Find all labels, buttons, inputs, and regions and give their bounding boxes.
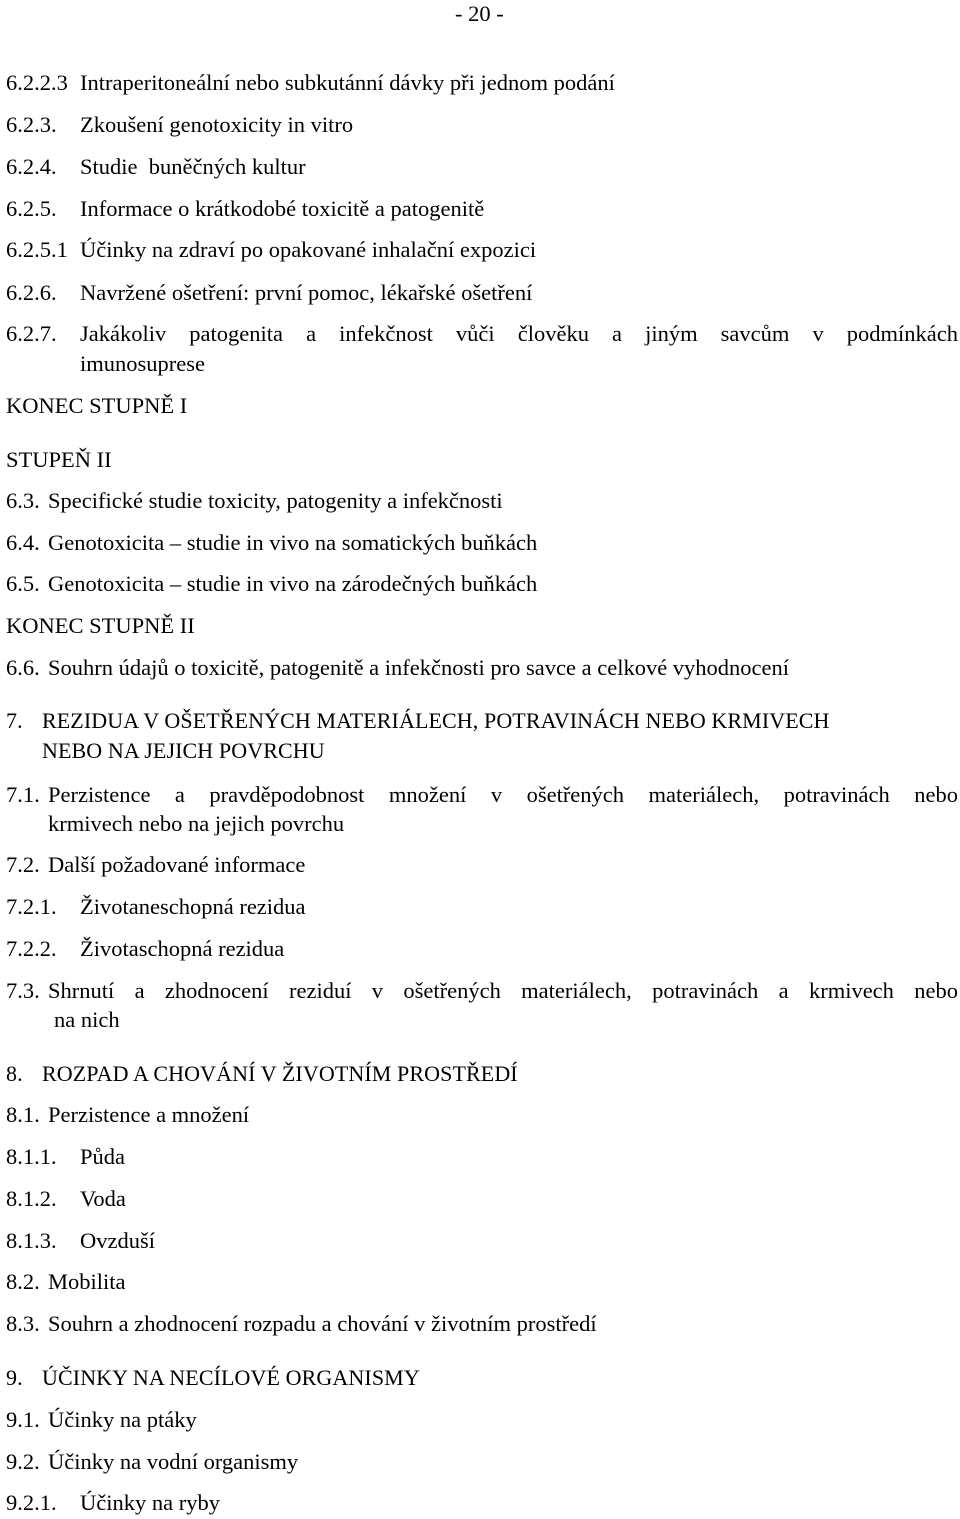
entry-number: 6.2.4. [6,154,57,179]
entry-text: Genotoxicita – studie in vivo na zárodečných buňkách [48,571,538,596]
entry-number: 9.2. [6,1449,40,1474]
entry-text: Voda [80,1186,126,1211]
entry-number: 6.2.5. [6,196,57,221]
entry-number: 9.1. [6,1407,40,1432]
entry-number: 6.6. [6,655,40,680]
entry-number: 6.3. [6,488,40,513]
entry-number: 6.2.6. [6,280,57,305]
entry-text: Navržené ošetření: první pomoc, lékařské ošetření [80,280,533,305]
entry-text: Souhrn a zhodnocení rozpadu a chování v životním prostředí [48,1311,597,1336]
entry-text: Půda [80,1144,125,1169]
entry-text: Informace o krátkodobé toxicitě a patogenitě [80,196,485,221]
entry-text: Ovzduší [80,1228,155,1253]
section-marker-text: KONEC STUPNĚ I [6,393,188,418]
entry-text: Zkoušení genotoxicity in vitro [80,112,354,137]
entry-number: 6.2.2.3 [6,70,68,95]
entry-text: Jakákoliv patogenita a infekčnost vůči člověku a jiným savcům v podmínkách [80,321,958,346]
entry-text: Účinky na zdraví po opakované inhalační expozici [80,237,537,262]
entry-number: 8.1.3. [6,1228,57,1253]
entry-text-continued: na nich [54,1007,120,1032]
entry-text: Životaneschopná rezidua [80,894,306,919]
entry-number: 9.2.1. [6,1490,57,1515]
entry-number: 8.2. [6,1269,40,1294]
entry-number: 7.2. [6,852,40,877]
entry-number: 8.1. [6,1102,40,1127]
entry-text: Další požadované informace [48,852,306,877]
entry-number: 7.3. [6,978,40,1003]
entry-text: Souhrn údajů o toxicitě, patogenitě a infekčnosti pro savce a celkové vyhodnocení [48,655,790,680]
entry-number: 7.2.1. [6,894,57,919]
entry-number: 7. [6,708,23,733]
entry-number: 9. [6,1365,23,1390]
entry-text: Intraperitoneální nebo subkutánní dávky při jednom podání [80,70,615,95]
entry-number: 8.3. [6,1311,40,1336]
entry-text: Specifické studie toxicity, patogenity a infekčnosti [48,488,503,513]
entry-number: 8.1.2. [6,1186,57,1211]
entry-text: Účinky na ptáky [48,1407,197,1432]
entry-text: Účinky na ryby [80,1490,220,1515]
entry-number: 7.1. [6,782,40,807]
heading-text: REZIDUA V OŠETŘENÝCH MATERIÁLECH, POTRAVINÁCH NEBO KRMIVECH [42,708,830,733]
page-number: - 20 - [455,1,504,26]
entry-number: 6.2.5.1 [6,237,68,262]
section-marker-text: STUPEŇ II [6,447,112,472]
entry-number: 6.2.7. [6,321,57,346]
heading-text: ÚČINKY NA NECÍLOVÉ ORGANISMY [42,1365,420,1390]
entry-text: Životaschopná rezidua [80,936,285,961]
entry-number: 6.4. [6,530,40,555]
entry-text: Shrnutí a zhodnocení reziduí v ošetřených materiálech, potravinách a krmivech nebo [48,978,958,1003]
section-marker-text: KONEC STUPNĚ II [6,613,195,638]
entry-number: 8.1.1. [6,1144,57,1169]
heading-text: ROZPAD A CHOVÁNÍ V ŽIVOTNÍM PROSTŘEDÍ [42,1061,518,1086]
entry-text: Genotoxicita – studie in vivo na somatických buňkách [48,530,538,555]
entry-number: 7.2.2. [6,936,57,961]
entry-text: Mobilita [48,1269,126,1294]
entry-text: Perzistence a pravděpodobnost množení v ošetřených materiálech, potravinách nebo [48,782,958,807]
entry-text: Účinky na vodní organismy [48,1449,299,1474]
entry-number: 6.5. [6,571,40,596]
heading-text-continued: NEBO NA JEJICH POVRCHU [42,738,325,763]
entry-text: Studie buněčných kultur [80,154,306,179]
entry-text-continued: krmivech nebo na jejich povrchu [48,811,345,836]
entry-text: Perzistence a množení [48,1102,250,1127]
entry-text-continued: imunosuprese [80,351,205,376]
entry-number: 8. [6,1061,23,1086]
entry-number: 6.2.3. [6,112,57,137]
